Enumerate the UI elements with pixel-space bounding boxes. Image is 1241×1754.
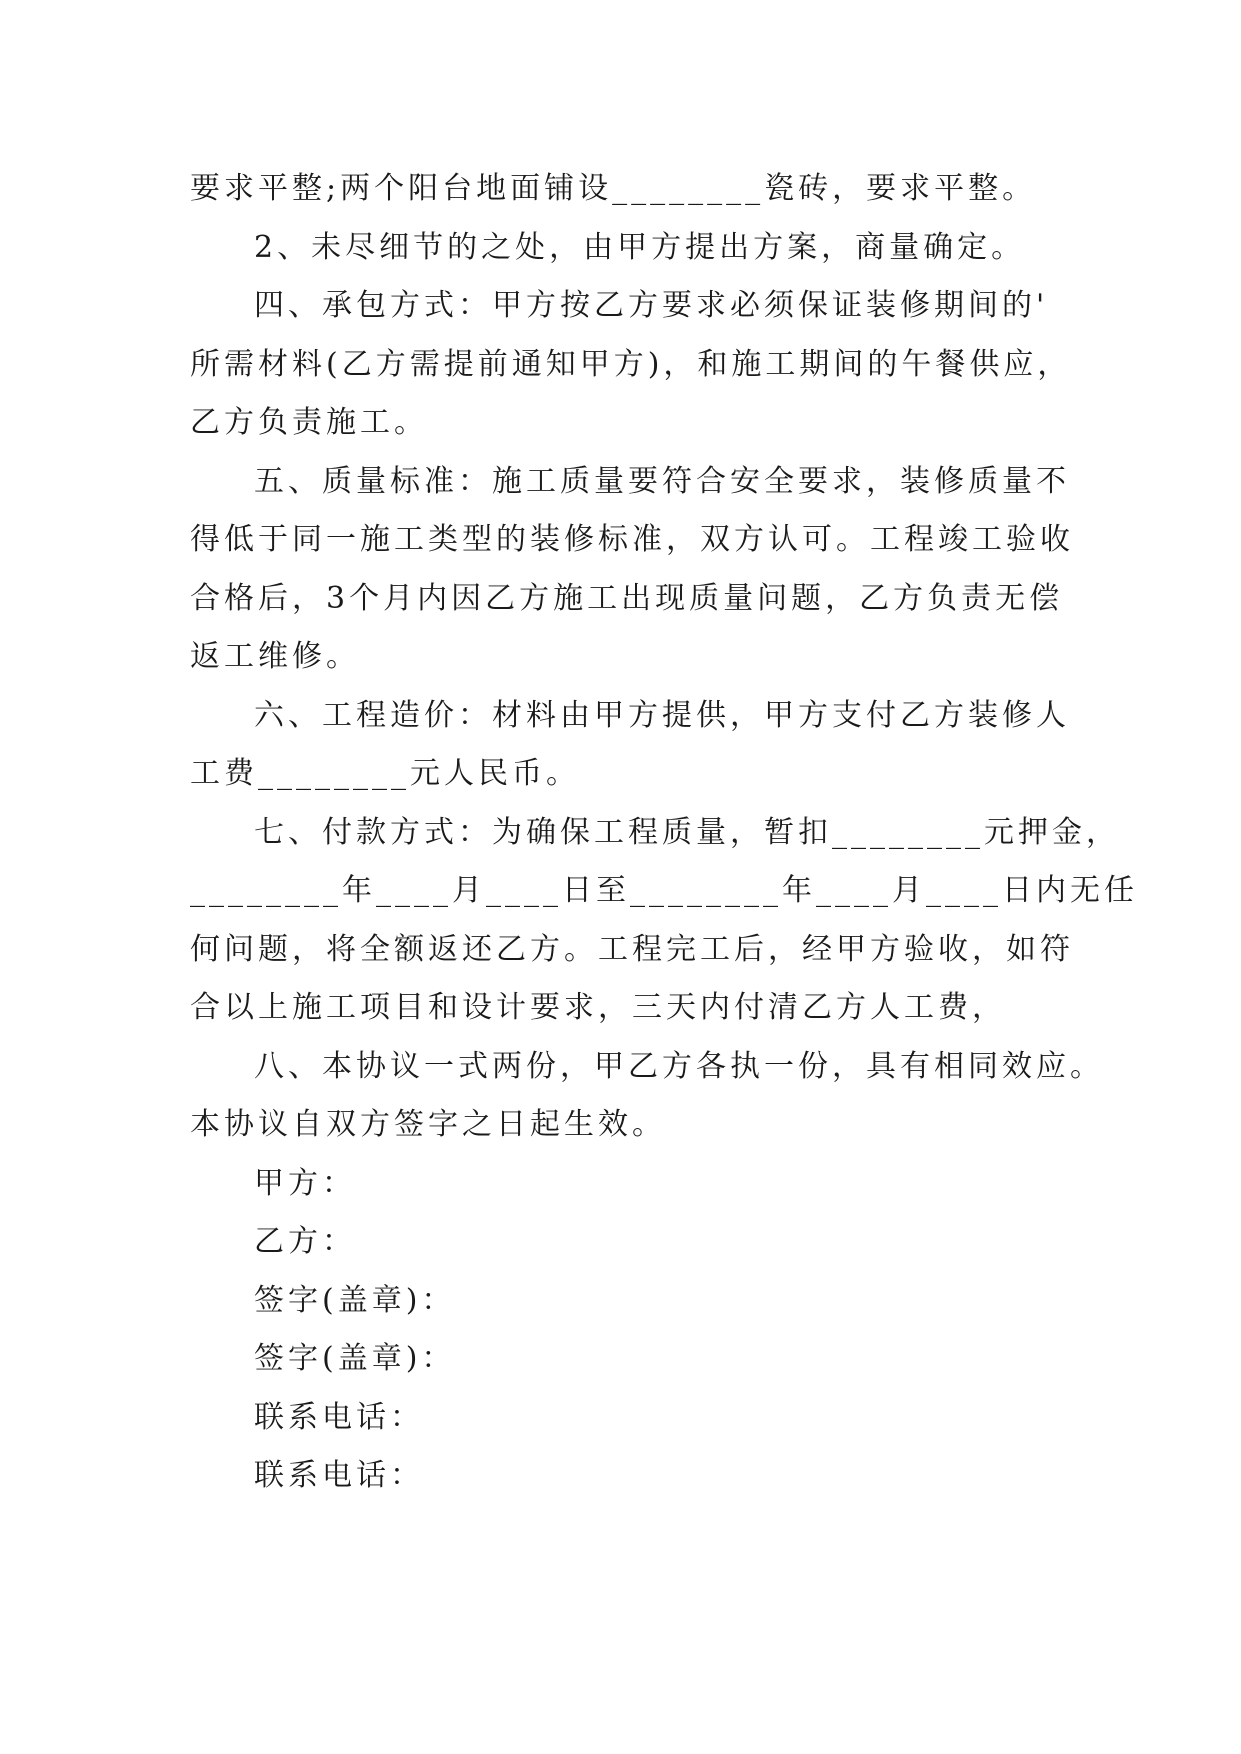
- text-line: 工费________元人民币。: [190, 756, 580, 791]
- phone-label-b: 联系电话：: [254, 1458, 424, 1493]
- section-heading-project-cost: 六、工程造价：材料由甲方提供，甲方支付乙方装修人: [254, 697, 1070, 733]
- text-line: 要求平整;两个阳台地面铺设________瓷砖，要求平整。: [190, 171, 1037, 206]
- text-line: ________年____月____日至________年____月____日内无任: [190, 873, 1138, 908]
- section-heading-payment-method: 七、付款方式：为确保工程质量，暂扣________元押金，: [254, 814, 1120, 850]
- document-page: [190, 160, 1138, 1506]
- text-line: 所需材料(乙方需提前通知甲方)，和施工期间的午餐供应，: [190, 346, 1072, 382]
- signature-label-a: 签字(盖章)：: [254, 1282, 456, 1318]
- text-line: 何问题，将全额返还乙方。工程完工后，经甲方验收，如符: [190, 931, 1074, 967]
- text-line: 本协议自双方签字之日起生效。: [190, 1107, 666, 1142]
- party-a-label: 甲方：: [254, 1165, 356, 1201]
- text-line: 乙方负责施工。: [190, 405, 428, 440]
- text-line: 得低于同一施工类型的装修标准，双方认可。工程竣工验收: [190, 522, 1074, 557]
- text-line: 返工维修。: [190, 639, 360, 674]
- party-b-label: 乙方：: [254, 1224, 356, 1259]
- text-line: 2、未尽细节的之处，由甲方提出方案，商量确定。: [254, 229, 1026, 265]
- section-heading-contract-method: 四、承包方式：甲方按乙方要求必须保证装修期间的': [254, 288, 1049, 323]
- section-heading-quality-standard: 五、质量标准：施工质量要符合安全要求，装修质量不: [254, 463, 1070, 499]
- section-heading-agreement-copies: 八、本协议一式两份，甲乙方各执一份，具有相同效应。: [254, 1048, 1104, 1084]
- signature-label-b: 签字(盖章)：: [254, 1341, 456, 1376]
- text-line: 合以上施工项目和设计要求，三天内付清乙方人工费，: [190, 990, 1006, 1025]
- text-line: 合格后，3个月内因乙方施工出现质量问题，乙方负责无偿: [190, 580, 1064, 616]
- phone-label-a: 联系电话：: [254, 1399, 424, 1435]
